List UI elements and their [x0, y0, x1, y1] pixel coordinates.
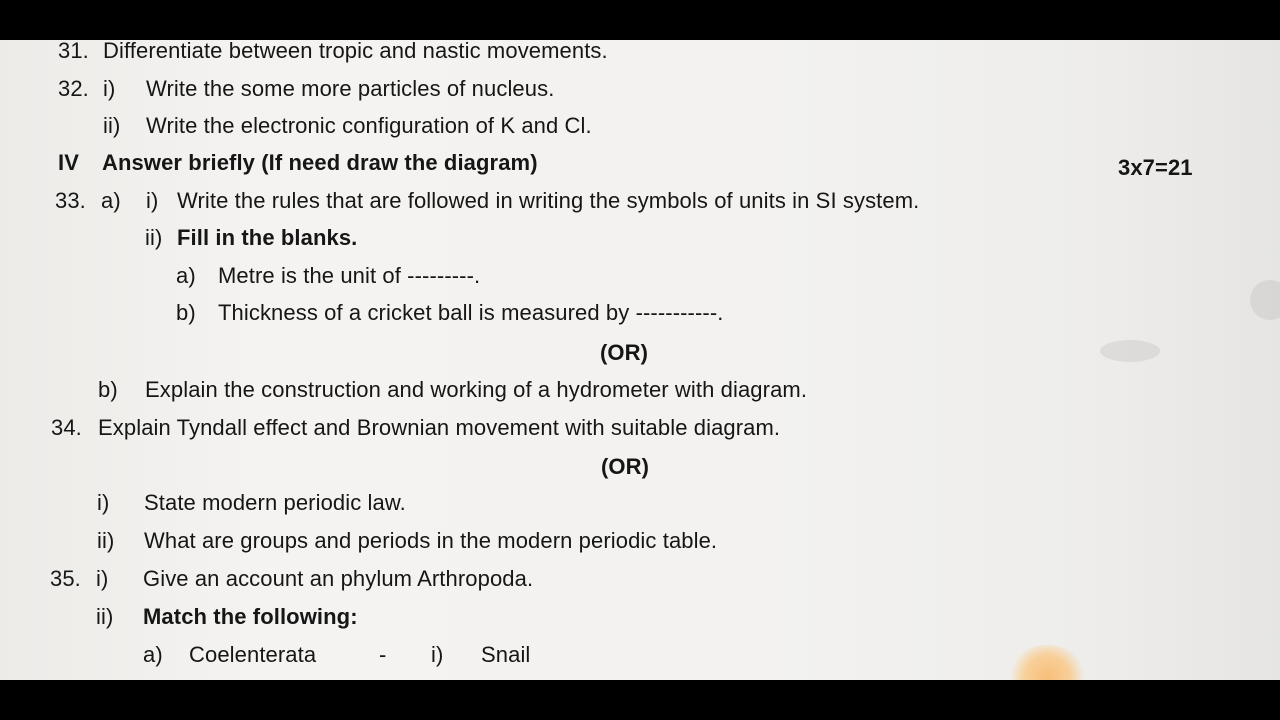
bottom-letterbox: [0, 680, 1280, 720]
question-text: Write the some more particles of nucleus.: [146, 76, 555, 101]
sub-label: b): [98, 377, 118, 402]
sub-label: i): [97, 490, 110, 515]
sub-label: ii): [145, 225, 163, 250]
section-number: IV: [58, 150, 79, 175]
orange-stain: [1010, 645, 1085, 680]
question-number: 31.: [58, 40, 89, 63]
section-title: Answer briefly (If need draw the diagram): [102, 150, 538, 175]
sub-label: ii): [97, 528, 115, 553]
sub-label: i): [96, 566, 109, 591]
sub-label: i): [103, 76, 116, 101]
match-dash: -: [379, 642, 387, 667]
sub-label: i): [146, 188, 159, 213]
sub-label: b): [176, 300, 196, 325]
match-right: Snail: [481, 642, 531, 667]
sub-label: a): [143, 642, 163, 667]
question-text: Metre is the unit of ---------.: [218, 263, 481, 288]
question-number: 33.: [55, 188, 86, 213]
paper-smudge: [1250, 280, 1280, 320]
question-text: What are groups and periods in the modern periodic table.: [144, 528, 718, 553]
question-number: 35.: [50, 566, 81, 591]
question-number: 34.: [51, 415, 82, 440]
question-text: Differentiate between tropic and nastic movements.: [103, 40, 608, 63]
sub-label: ii): [96, 604, 114, 629]
match-left: Coelenterata: [189, 642, 317, 667]
sub-label: ii): [103, 113, 121, 138]
question-text: Explain the construction and working of a hydrometer with diagram.: [145, 377, 808, 402]
question-text: Write the electronic configuration of K and Cl.: [146, 113, 592, 138]
question-text: Give an account an phylum Arthropoda.: [143, 566, 534, 591]
question-text: Match the following:: [143, 604, 358, 629]
or-divider: (OR): [600, 340, 649, 365]
paper-smudge: [1100, 340, 1160, 362]
exam-paper-page: [0, 40, 1280, 680]
top-letterbox: [0, 0, 1280, 40]
sub-label: i): [431, 642, 444, 667]
or-divider: (OR): [601, 454, 650, 479]
sub-label: a): [176, 263, 196, 288]
sub-label: a): [101, 188, 121, 213]
question-text: Fill in the blanks.: [177, 225, 358, 250]
section-marks: 3x7=21: [1118, 155, 1193, 180]
question-text: Explain Tyndall effect and Brownian movement with suitable diagram.: [98, 415, 781, 440]
question-text: Thickness of a cricket ball is measured by -----------.: [218, 300, 724, 325]
question-number: 32.: [58, 76, 89, 101]
question-text: State modern periodic law.: [144, 490, 406, 515]
question-text: Write the rules that are followed in writing the symbols of units in SI system.: [177, 188, 920, 213]
